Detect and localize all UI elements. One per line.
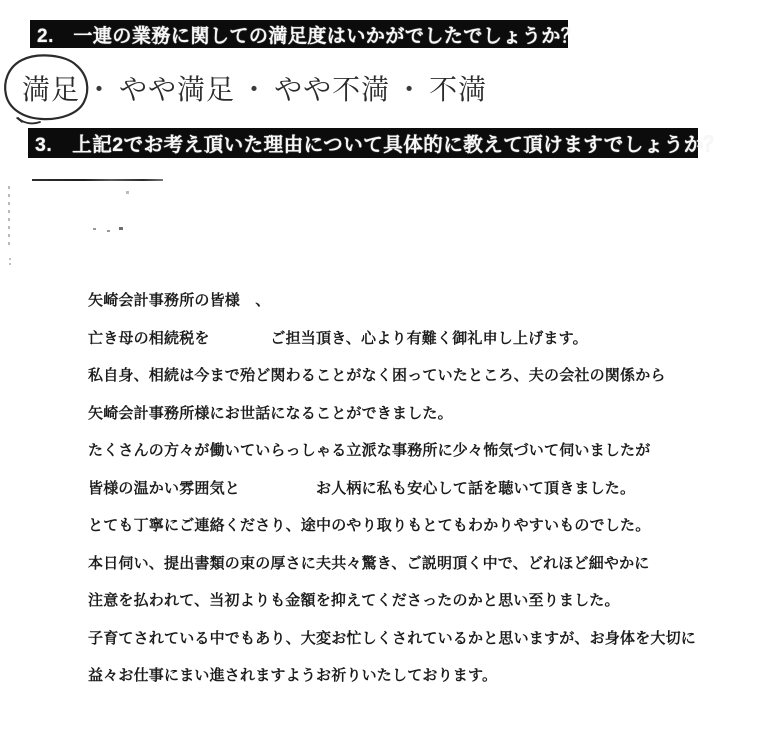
option-separator: ・ — [395, 73, 425, 106]
scan-artifact — [93, 228, 96, 230]
letter-line: 皆様の温かい雰囲気と お人柄に私も安心して話を聴いて頂きました。 — [88, 479, 636, 497]
letter-line: 注意を払われて、当初よりも金額を抑えてくださったのかと思い至りました。 — [88, 592, 620, 609]
letter-body — [88, 282, 748, 695]
letter-line: とても丁寧にご連絡くださり、途中のやり取りもとてもわかりやすいものでした。 — [88, 517, 651, 534]
letter-line: 矢崎会計事務所様にお世話になることができました。 — [88, 404, 453, 422]
option-fuman: 不満 — [429, 73, 488, 106]
letter-line: 私自身、相続は今まで殆ど関わることがなく困っていたところ、夫の会社の関係から — [88, 367, 666, 384]
option-yaya-fuman: やや不満 — [274, 73, 391, 106]
satisfaction-options — [22, 68, 487, 108]
letter-line: 亡き母の相続税を ご担当頂き、心より有難く御礼申し上げます。 — [88, 329, 588, 347]
option-separator: ・ — [85, 73, 115, 106]
scan-artifact — [9, 258, 11, 266]
letter-line: 子育てされている中でもあり、大変お忙しくされているかと思いますが、お身体を大切に — [88, 629, 697, 647]
letter-line: 矢崎会計事務所の皆様 、 — [88, 292, 271, 309]
scan-artifact — [119, 227, 123, 230]
scan-artifact-dotted-edge — [8, 186, 10, 248]
question-2-header: 2. 一連の業務に関しての満足度はいかがでしたでしょうか？ — [30, 20, 568, 48]
letter-line: 本日伺い、提出書類の束の厚さに夫共々驚き、ご説明頂く中で、どれほど細やかに — [88, 554, 650, 572]
option-manzoku: 満足 — [22, 73, 81, 106]
scan-artifact — [107, 230, 110, 232]
letter-line: たくさんの方々が働いていらっしゃる立派な事務所に少々怖気づいて伺いましたが — [88, 442, 651, 459]
letter-line: 益々お仕事にまい進されますようお祈りいたしております。 — [88, 667, 498, 684]
scan-artifact — [126, 191, 129, 194]
option-yaya-manzoku: やや満足 — [119, 73, 236, 106]
question-3-header: 3. 上記2でお考え頂いた理由について具体的に教えて頂けますでしょうか？ — [28, 128, 698, 158]
answer-underline — [32, 179, 163, 181]
option-separator: ・ — [240, 73, 270, 106]
